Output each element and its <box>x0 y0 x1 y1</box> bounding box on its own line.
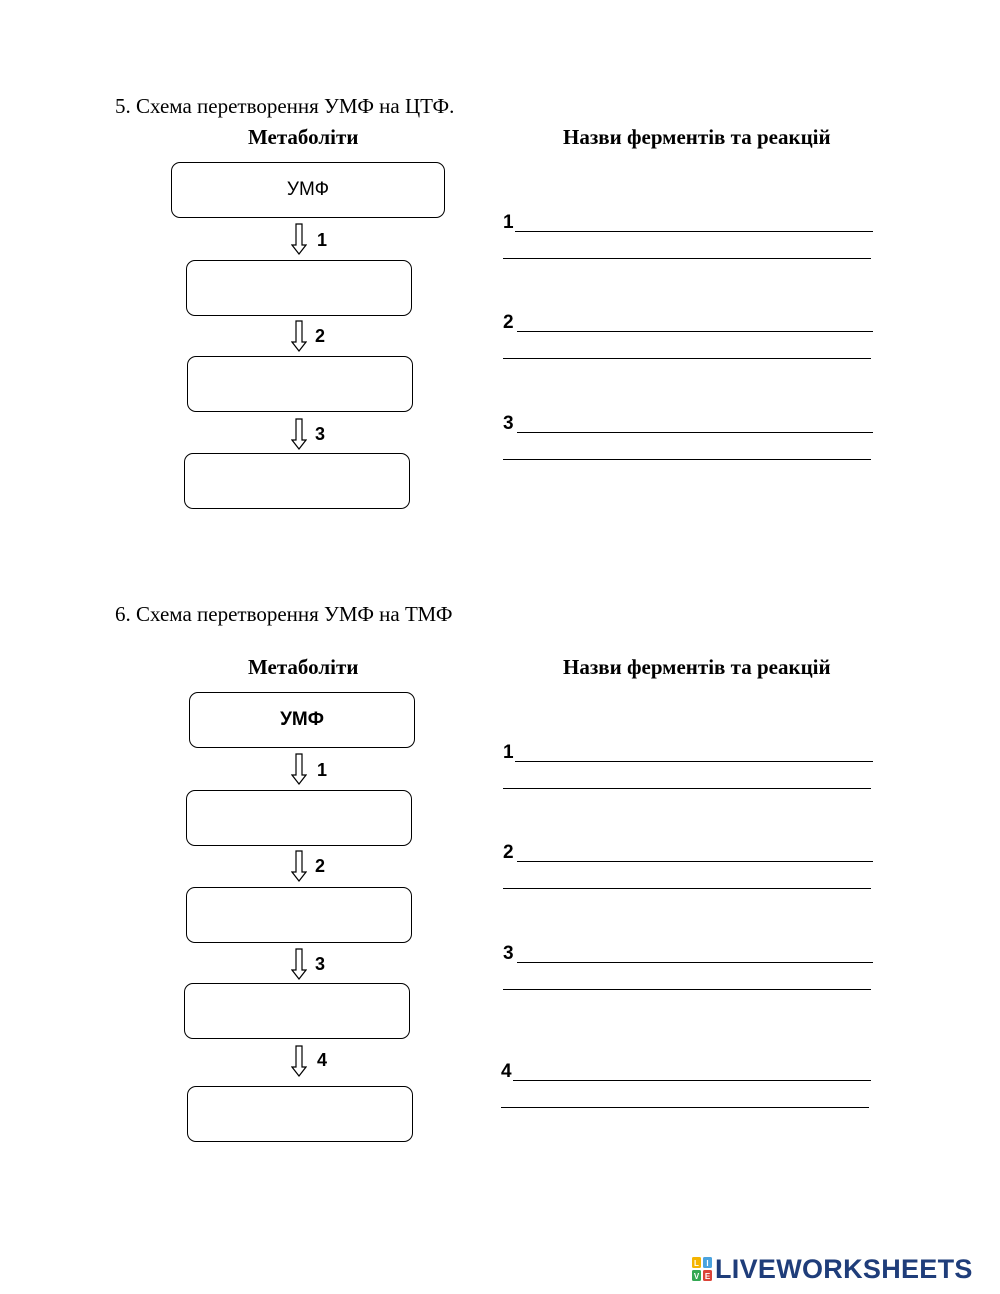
liveworksheets-logo <box>692 1254 973 1284</box>
svg-text:V: V <box>693 1272 700 1281</box>
task-6-answer-line-1[interactable] <box>503 738 873 762</box>
liveworksheets-brand-text: LIVEWORKSHEETS <box>715 1253 973 1284</box>
task-5-metabolite-box-2[interactable] <box>187 356 413 412</box>
task-6-metabolite-box-start <box>189 692 415 748</box>
task-6-metabolite-box-2[interactable] <box>186 887 412 943</box>
task-6-answer-number-2: 2 <box>503 842 514 863</box>
down-arrow-icon <box>291 320 307 352</box>
down-arrow-icon <box>291 418 307 450</box>
task-5-metabolite-box-start <box>171 162 445 218</box>
svg-text:E: E <box>704 1272 711 1281</box>
task-5-answer-line-1b[interactable] <box>503 258 871 259</box>
task-5-answer-line-2[interactable] <box>503 308 873 332</box>
svg-text:I: I <box>706 1259 709 1268</box>
task-6-start-metabolite-label: УМФ <box>280 709 324 730</box>
task-5-answer-number-3: 3 <box>503 413 514 434</box>
task-6-answer-line-3[interactable] <box>503 939 873 963</box>
task-5-title: 5. Схема перетворення УМФ на ЦТФ. <box>115 94 455 118</box>
task-6-step-label-1: 1 <box>317 760 328 780</box>
down-arrow-icon <box>291 850 307 882</box>
task-6-metabolites-header: Метаболіти <box>248 655 359 679</box>
task-5-step-label-1: 1 <box>317 230 328 250</box>
svg-text:L: L <box>694 1259 699 1268</box>
task-6-step-label-4: 4 <box>317 1050 328 1070</box>
task-6-answer-number-4: 4 <box>501 1061 512 1082</box>
task-6-metabolite-box-4[interactable] <box>187 1086 413 1142</box>
task-6-step-label-2: 2 <box>315 856 326 876</box>
task-6-answer-line-1b[interactable] <box>503 788 871 789</box>
task-5-metabolites-header: Метаболіти <box>248 125 359 149</box>
down-arrow-icon <box>291 948 307 980</box>
task-6-answer-line-2[interactable] <box>503 838 873 862</box>
liveworksheets-logo-mark-icon <box>692 1257 712 1281</box>
task-5-answer-line-3[interactable] <box>503 409 873 433</box>
task-5-step-label-3: 3 <box>315 424 326 444</box>
task-6-metabolite-box-3[interactable] <box>184 983 410 1039</box>
task-6-step-label-3: 3 <box>315 954 326 974</box>
task-6-enzymes-header: Назви ферментів та реакцій <box>563 655 831 679</box>
down-arrow-icon <box>291 1045 307 1077</box>
task-5-answer-line-2b[interactable] <box>503 358 871 359</box>
task-6-answer-number-3: 3 <box>503 943 514 964</box>
task-5-metabolite-box-1[interactable] <box>186 260 412 316</box>
task-5-answer-number-2: 2 <box>503 312 514 333</box>
down-arrow-icon <box>291 753 307 785</box>
task-5-answer-number-1: 1 <box>503 212 514 233</box>
task-6-metabolite-box-1[interactable] <box>186 790 412 846</box>
task-6-answer-number-1: 1 <box>503 742 514 763</box>
task-5-start-metabolite-label: УМФ <box>286 179 330 200</box>
task-5-step-label-2: 2 <box>315 326 326 346</box>
task-6-answer-line-2b[interactable] <box>503 888 871 889</box>
task-5-answer-line-1[interactable] <box>503 208 873 232</box>
task-6-answer-line-3b[interactable] <box>503 989 871 990</box>
task-6-answer-line-4[interactable] <box>501 1057 871 1081</box>
task-6-answer-line-4b[interactable] <box>501 1107 869 1108</box>
task-5-answer-line-3b[interactable] <box>503 459 871 460</box>
down-arrow-icon <box>291 223 307 255</box>
task-5-enzymes-header: Назви ферментів та реакцій <box>563 125 831 149</box>
task-6-title: 6. Схема перетворення УМФ на ТМФ <box>115 602 453 626</box>
task-5-metabolite-box-3[interactable] <box>184 453 410 509</box>
